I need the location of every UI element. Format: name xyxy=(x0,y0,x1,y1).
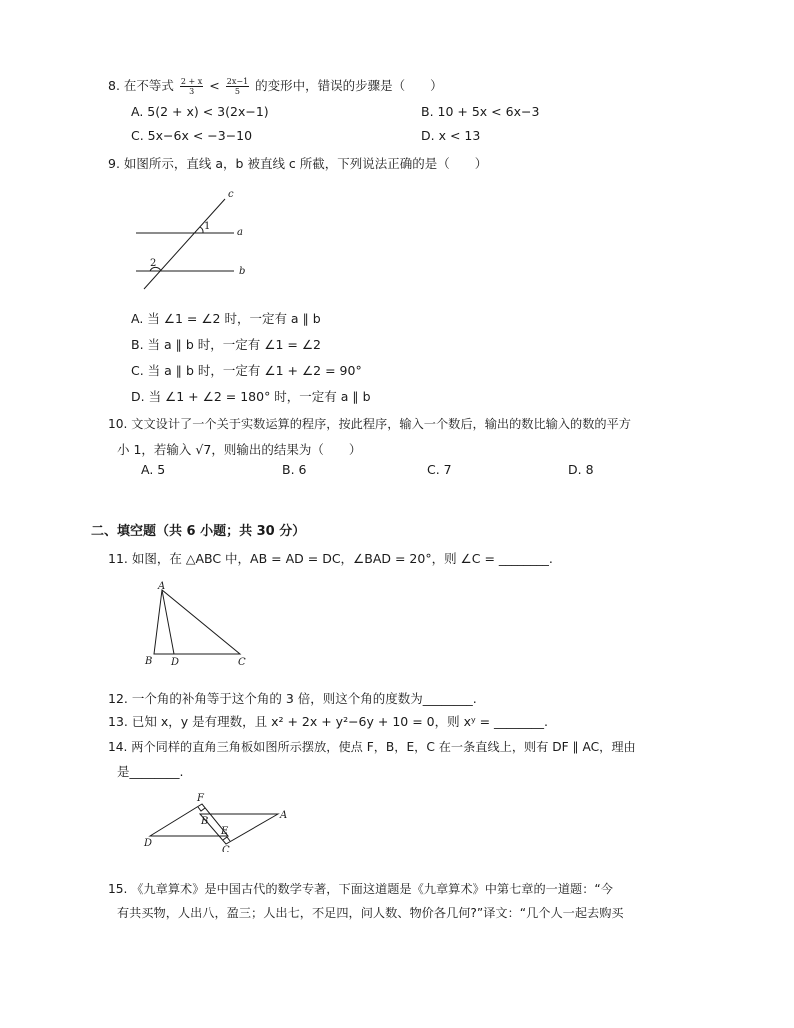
q11-triangle-abc xyxy=(154,590,240,654)
q14-line-1: 14. 两个同样的直角三角板如图所示摆放，使点 F，B，E，C 在一条直线上，则有 DF ∥ AC，理由 xyxy=(108,740,636,754)
q8-f2-num: 2x−1 xyxy=(226,77,249,86)
q11-label-a: A xyxy=(158,581,166,592)
q11-label-b: B xyxy=(145,656,153,667)
q11-figure xyxy=(142,580,252,670)
q9-line-c xyxy=(144,199,225,289)
q8-lt: < xyxy=(209,78,220,93)
q9-label-b: b xyxy=(239,266,246,277)
q8-fraction-2 xyxy=(226,77,249,96)
q14-label-e: E xyxy=(221,826,229,837)
q8-f1-den: 3 xyxy=(189,87,195,96)
q14-right-angle-c xyxy=(223,837,230,841)
q9-label-angle-1: 1 xyxy=(204,221,211,232)
q13-stem: 13. 已知 x，y 是有理数，且 x² + 2x + y²−6y + 10 = 0，则 xʸ = ________. xyxy=(108,714,549,729)
q9-label-c: c xyxy=(228,189,234,200)
q9-angle-1-arc xyxy=(200,227,203,233)
q15-line-1: 15. 《九章算术》是中国古代的数学专著，下面这道题是《九章算术》中第七章的一道题：“今 xyxy=(108,882,613,896)
q10-option-d: D. 8 xyxy=(568,462,594,477)
q14-right-angle-f xyxy=(198,807,205,811)
q9-stem: 9. 如图所示，直线 a，b 被直线 c 所截，下列说法正确的是（ ） xyxy=(108,156,488,171)
q8-pre: 在不等式 xyxy=(123,78,174,93)
q10-line-2: 小 1，若输入 √7，则输出的结果为（ ） xyxy=(117,442,362,457)
section-2-title: 二、填空题（共 6 小题；共 30 分） xyxy=(91,524,306,539)
q14-triangle-dfe xyxy=(150,804,228,836)
q8-stem xyxy=(108,76,443,96)
q11-label-c: C xyxy=(238,657,246,668)
q10-line-1: 10. 文文设计了一个关于实数运算的程序，按此程序，输入一个数后，输出的数比输入的数的平方 xyxy=(108,417,631,431)
q8-number: 8. xyxy=(108,78,120,93)
q9-figure xyxy=(130,185,260,293)
q9-label-angle-2: 2 xyxy=(150,258,157,269)
q8-f2-den: 5 xyxy=(234,87,241,96)
q9-option-c: C. 当 a ∥ b 时，一定有 ∠1 + ∠2 = 90° xyxy=(131,363,362,378)
q12-stem: 12. 一个角的补角等于这个角的 3 倍，则这个角的度数为________. xyxy=(108,691,477,706)
q9-option-d: D. 当 ∠1 + ∠2 = 180° 时，一定有 a ∥ b xyxy=(131,389,371,404)
q8-option-b: B. 10 + 5x < 6x−3 xyxy=(421,104,540,119)
q8-option-d: D. x < 13 xyxy=(421,128,481,143)
q10-option-c: C. 7 xyxy=(427,462,452,477)
q9-label-a: a xyxy=(237,227,243,238)
q14-label-b: B xyxy=(201,816,209,827)
q11-segment-ad xyxy=(162,590,174,654)
q14-label-a: A xyxy=(280,810,288,821)
q14-line-2: 是________. xyxy=(117,764,184,779)
q9-option-a: A. 当 ∠1 = ∠2 时，一定有 a ∥ b xyxy=(131,311,321,326)
q8-post: 的变形中，错误的步骤是（ ） xyxy=(255,78,443,93)
q14-label-f: F xyxy=(197,793,204,804)
q11-label-d: D xyxy=(171,657,180,668)
q8-f1-num: 2 + x xyxy=(180,77,203,86)
q14-triangle-abc xyxy=(200,814,278,844)
q10-option-b: B. 6 xyxy=(282,462,307,477)
q14-label-d: D xyxy=(144,838,153,849)
q8-option-c: C. 5x−6x < −3−10 xyxy=(131,128,253,143)
q11-stem: 11. 如图，在 △ABC 中，AB = AD = DC，∠BAD = 20°，则 ∠C = ________. xyxy=(108,551,553,566)
q9-option-b: B. 当 a ∥ b 时，一定有 ∠1 = ∠2 xyxy=(131,337,321,352)
q8-fraction-1 xyxy=(180,77,203,96)
q8-option-a: A. 5(2 + x) < 3(2x−1) xyxy=(131,104,269,119)
q14-label-c: C xyxy=(222,845,230,852)
q15-line-2: 有共买物，人出八，盈三；人出七，不足四，问人数、物价各几何?”译文：“几个人一起去购买 xyxy=(117,906,624,920)
q14-figure xyxy=(140,790,300,852)
q10-option-a: A. 5 xyxy=(141,462,166,477)
